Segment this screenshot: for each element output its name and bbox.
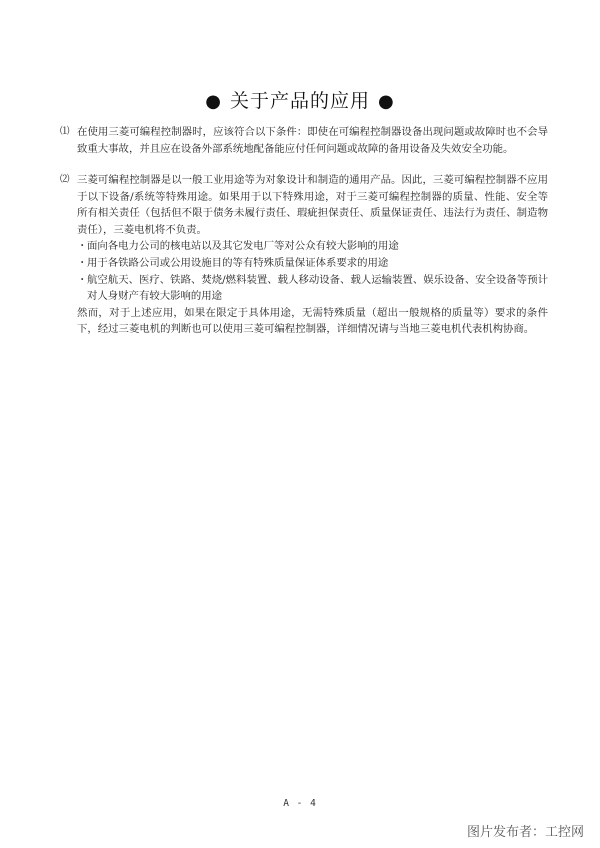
list-item-text: 面向各电力公司的核电站以及其它发电厂等对公众有较大影响的用途: [87, 240, 399, 253]
section-body: [77, 172, 548, 338]
section-number: ⑵: [60, 174, 70, 185]
list-item: [77, 238, 548, 255]
section-number: ⑴: [60, 126, 70, 137]
list-item-text: 航空航天、医疗、铁路、焚烧/燃料装置、载人移动设备、载人运输装置、娱乐设备、安全设备等预计对人身财产有较大影响的用途: [87, 273, 548, 303]
section-text: 在使用三菱可编程控制器时，应该符合以下条件：即使在可编程控制器设备出现问题或故障时也不会导致重大事故，并且应在设备外部系统地配备能应付任何问题或故障的备用设备及失效安全功能。: [77, 126, 548, 155]
use-case-list: [77, 238, 548, 304]
title-bullet-left-icon: ●: [205, 91, 222, 112]
page-number: A - 4: [283, 798, 317, 809]
section-1: [60, 124, 548, 157]
list-item-text: 用于各铁路公司或公用设施目的等有特殊质量保证体系要求的用途: [87, 256, 389, 269]
watermark: 图片发布者：工控网: [466, 825, 584, 840]
bullet-mark: ・: [77, 256, 88, 269]
title-bullet-right-icon: ●: [378, 91, 395, 112]
page-title-text: 关于产品的应用: [229, 90, 370, 112]
page-title: [0, 86, 600, 113]
bullet-mark: ・: [77, 240, 88, 253]
bullet-mark: ・: [77, 273, 88, 286]
list-item: [77, 255, 548, 272]
section-2: [60, 172, 548, 338]
list-item: [77, 272, 548, 305]
closing-text: 然而，对于上述应用，如果在限定于具体用途，无需特殊质量（超出一般规格的质量等）要求的条件下，经过三菱电机的判断也可以使用三菱可编程控制器，详细情况请与当地三菱电机代表机构协商。: [77, 306, 548, 336]
section-text: 三菱可编程控制器是以一般工业用途等为对象设计和制造的通用产品。因此，三菱可编程控制器不应用于以下设备/系统等特殊用途。如果用于以下特殊用途，对于三菱可编程控制器的质量、性能、安全等所有相关责任（包括但不限于债务未履行责任、瑕疵担保责任、质量保证责任、违法行为责任、制造物责任），三菱电机将不负责。: [77, 174, 548, 236]
